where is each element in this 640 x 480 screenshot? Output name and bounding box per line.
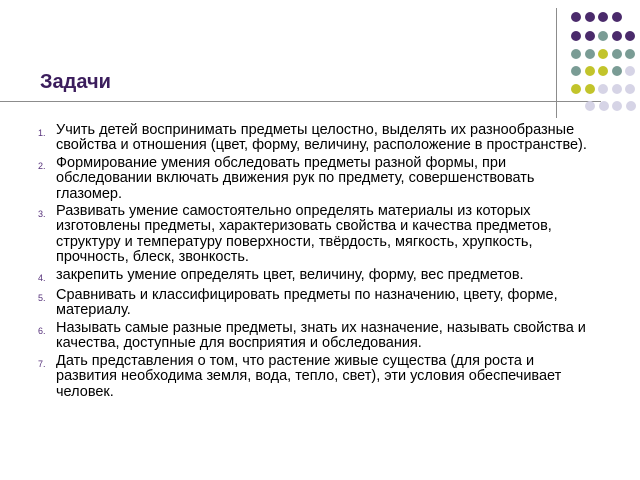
decorative-dot — [612, 66, 622, 76]
decorative-dot — [585, 84, 595, 94]
task-number: 1. — [38, 128, 46, 138]
task-number: 2. — [38, 160, 46, 171]
task-text: Формирование умения обследовать предметы разной формы, при обследовании включать движения рук по предмету, совершенствовать глазомер. — [56, 154, 535, 202]
task-item — [38, 204, 598, 266]
task-item — [38, 288, 598, 319]
decorative-dot — [625, 84, 635, 94]
decorative-dot — [626, 101, 636, 111]
decorative-dot — [571, 84, 581, 94]
task-item — [38, 268, 598, 286]
task-number: 6. — [38, 325, 46, 336]
decorative-dot — [612, 49, 622, 59]
task-number: 3. — [38, 209, 46, 220]
decorative-dot-grid — [0, 0, 640, 120]
decorative-dot — [612, 84, 622, 94]
decorative-dot — [571, 12, 581, 22]
decorative-dot — [599, 101, 609, 111]
decorative-dot — [598, 84, 608, 94]
decorative-dot — [585, 31, 595, 41]
task-number: 5. — [38, 293, 46, 304]
decorative-dot — [571, 31, 581, 41]
slide-title: Задачи — [40, 71, 111, 93]
task-text: Сравнивать и классифицировать предметы по назначению, цвету, форме, материалу. — [56, 287, 558, 319]
decorative-dot — [598, 12, 608, 22]
decorative-dot — [625, 66, 635, 76]
decorative-dot — [598, 49, 608, 59]
task-list — [38, 123, 598, 402]
decorative-dot — [625, 49, 635, 59]
task-text: Дать представления о том, что растение живые существа (для роста и развития необходима земля, вода, тепло, свет), эти условия обеспечивает человек. — [56, 352, 562, 400]
decorative-dot — [571, 66, 581, 76]
task-text: Называть самые разные предметы, знать их назначение, называть свойства и качества, доступные для восприятия и обследования. — [56, 319, 586, 352]
task-text: закрепить умение определять цвет, величину, форму, вес предметов. — [56, 266, 524, 283]
decorative-dot — [612, 12, 622, 22]
decorative-dot — [598, 31, 608, 41]
task-number: 4. — [38, 272, 46, 283]
decorative-dot — [585, 101, 595, 111]
decorative-dot — [585, 12, 595, 22]
decorative-dot — [585, 66, 595, 76]
task-item — [38, 156, 598, 202]
decorative-dot — [585, 49, 595, 59]
decorative-dot — [612, 31, 622, 41]
task-text: Развивать умение самостоятельно определять материалы из которых изготовлены предметы, характеризовать свойства и качества предметов, структуру и температуру поверхности, твёрдость, мягкость, хрупкость, прочность, блеск, звонкость. — [56, 203, 552, 266]
task-item — [38, 123, 598, 154]
task-item — [38, 354, 598, 400]
task-item — [38, 321, 598, 352]
decorative-dot — [571, 49, 581, 59]
decorative-dot — [598, 66, 608, 76]
task-number: 7. — [38, 358, 46, 369]
decorative-dot — [612, 101, 622, 111]
task-text: Учить детей воспринимать предметы целостно, выделять их разнообразные свойства и отношения (цвет, форму, величину, расположение в пространстве). — [56, 122, 587, 154]
decorative-dot — [625, 31, 635, 41]
